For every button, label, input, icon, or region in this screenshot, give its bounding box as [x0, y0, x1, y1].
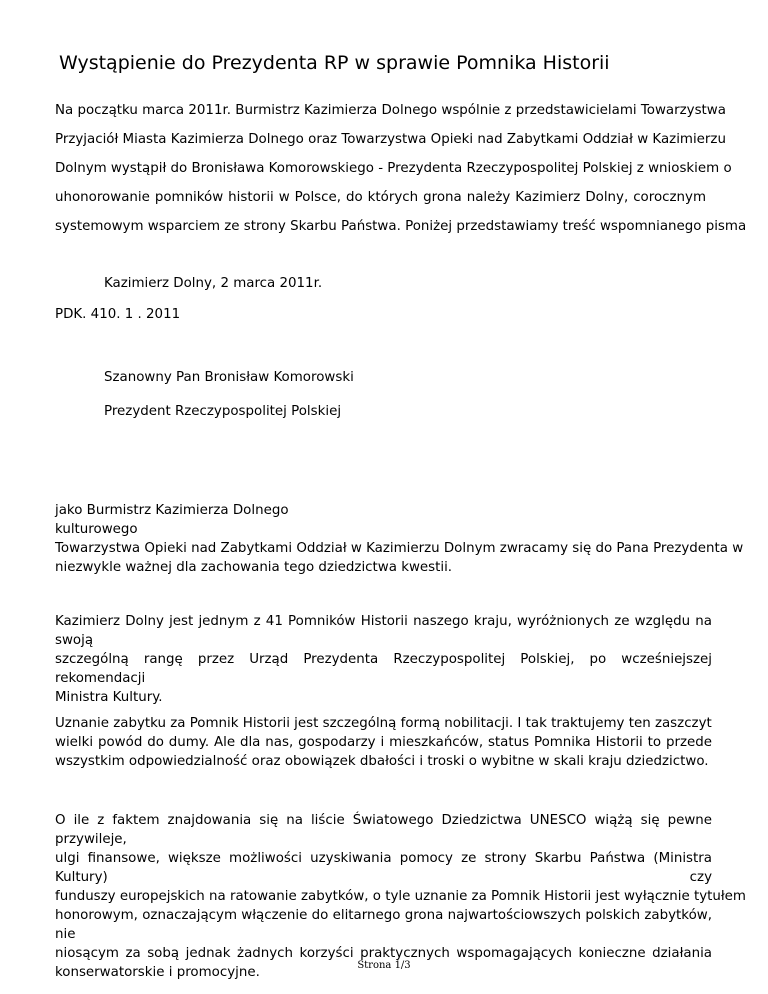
- paragraph-line: O ile z faktem znajdowania się na liście Światowego Dziedzictwa UNESCO wiążą się pewne przywileje,: [55, 813, 712, 847]
- intro-paragraph: [55, 96, 747, 241]
- letter-salutation: Szanowny Pan Bronisław Komorowski: [104, 370, 354, 385]
- paragraph-line: ulgi finansowe, większe możliwości uzyskiwania pomocy ze strony Skarbu Państwa (Ministra Kultury) czy: [55, 851, 712, 885]
- paragraph-line: niezwykle ważnej dla zachowania tego dziedzictwa kwestii.: [55, 560, 453, 575]
- paragraph-line: Ministra Kultury.: [55, 690, 163, 705]
- letter-place-date: Kazimierz Dolny, 2 marca 2011r.: [104, 276, 323, 291]
- paragraph-line: Kazimierz Dolny jest jednym z 41 Pomników Historii naszego kraju, wyróżnionych ze względu na swoją: [55, 614, 712, 648]
- letter-reference: PDK. 410. 1 . 2011: [55, 307, 181, 322]
- page-number-footer: Strona 1/3: [357, 960, 411, 971]
- letter-paragraph-2: [55, 612, 712, 707]
- letter-paragraph-4: [55, 811, 746, 982]
- paragraph-line: wszystkim odpowiedzialność oraz obowiązek dbałości i troski o wybitne w skali kraju dziedzictwo.: [55, 754, 709, 769]
- letter-paragraph-1: [55, 501, 744, 577]
- paragraph-line: kulturowego: [55, 522, 138, 537]
- paragraph-line: wielki powód do dumy. Ale dla nas, gospodarzy i mieszkańców, status Pomnika Historii to przede: [55, 735, 712, 750]
- paragraph-line: szczególną rangę przez Urząd Prezydenta Rzeczypospolitej Polskiej, po wcześniejszej rekomendacji: [55, 652, 712, 686]
- intro-line: Na początku marca 2011r. Burmistrz Kazimierza Dolnego wspólnie z przedstawicielami Towarzystwa: [55, 103, 726, 118]
- letter-recipient-title: Prezydent Rzeczypospolitej Polskiej: [104, 404, 342, 419]
- intro-line: systemowym wsparciem ze strony Skarbu Państwa. Poniżej przedstawiamy treść wspomnianego pisma: [55, 219, 747, 234]
- intro-line: Przyjaciół Miasta Kazimierza Dolnego oraz Towarzystwa Opieki nad Zabytkami Oddział w Kazimierzu: [55, 132, 726, 147]
- intro-line: uhonorowanie pomników historii w Polsce, do których grona należy Kazimierz Dolny, corocznym: [55, 190, 706, 205]
- paragraph-line: funduszy europejskich na ratowanie zabytków, o tyle uznanie za Pomnik Historii jest wyłącznie tytułem: [55, 889, 746, 904]
- paragraph-line: Uznanie zabytku za Pomnik Historii jest szczególną formą nobilitacji. I tak traktujemy ten zaszczyt: [55, 716, 712, 731]
- paragraph-line: konserwatorskie i promocyjne.: [55, 965, 260, 980]
- paragraph-line: niosącym za sobą jednak żadnych korzyści praktycznych wspomagających konieczne działania: [55, 946, 712, 961]
- paragraph-line: jako Burmistrz Kazimierza Dolnego: [55, 503, 289, 518]
- paragraph-line: honorowym, oznaczającym włączenie do elitarnego grona najwartościowszych polskich zabytków, nie: [55, 908, 712, 942]
- paragraph-line: Towarzystwa Opieki nad Zabytkami Oddział w Kazimierzu Dolnym zwracamy się do Pana Prezydenta w: [55, 541, 744, 556]
- page-title: Wystąpienie do Prezydenta RP w sprawie Pomnika Historii: [59, 52, 610, 74]
- intro-line: Dolnym wystąpił do Bronisława Komorowskiego - Prezydenta Rzeczypospolitej Polskiej z wnioskiem o: [55, 161, 732, 176]
- letter-paragraph-3: [55, 714, 712, 771]
